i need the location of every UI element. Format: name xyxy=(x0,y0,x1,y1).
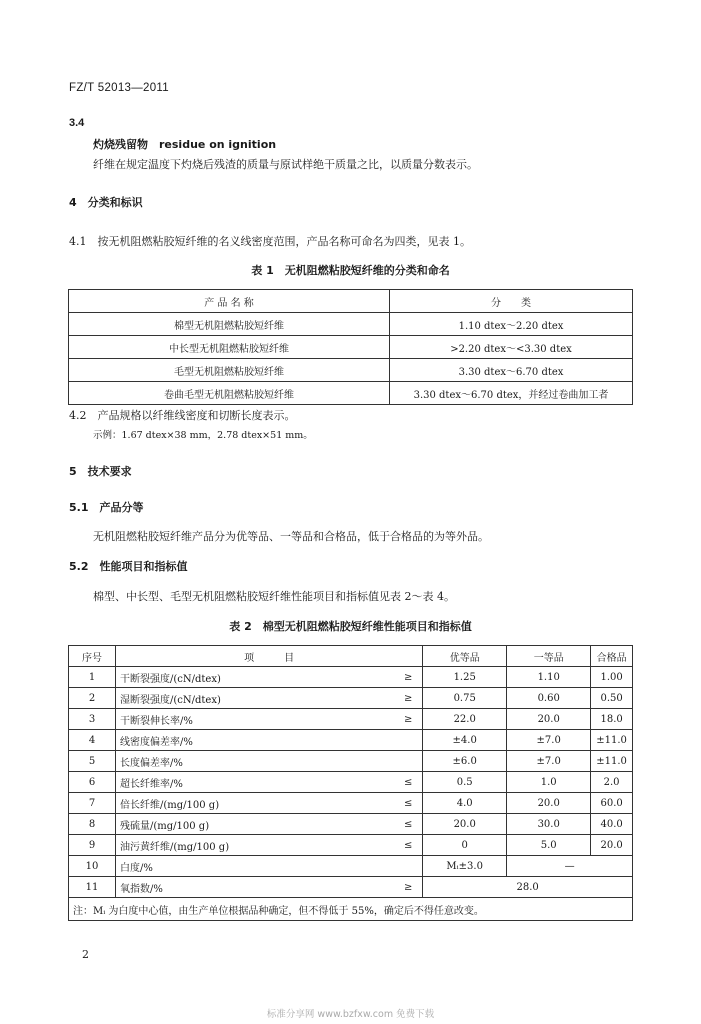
table-2-cell-no: 5 xyxy=(69,751,116,772)
table-2-cell-first: 20.0 xyxy=(507,709,591,730)
table-row xyxy=(69,877,633,898)
table-2-cell-symbol: ≥ xyxy=(394,877,423,898)
table-2-cell-item: 氧指数/% xyxy=(116,877,395,898)
table-2-cell-qualified: 0.50 xyxy=(591,688,633,709)
table-1-cell: 卷曲毛型无机阻燃粘胶短纤维 xyxy=(69,382,390,405)
table-2-cell-qualified: 18.0 xyxy=(591,709,633,730)
table-1-cell: >2.20 dtex～<3.30 dtex xyxy=(390,336,633,359)
table-2-cell-symbol: ≤ xyxy=(394,835,423,856)
table-2-cell-first: 20.0 xyxy=(507,793,591,814)
table-2-cell-premium: ±4.0 xyxy=(423,730,507,751)
table-2-cell-qualified: 1.00 xyxy=(591,667,633,688)
table-1-header-class: 分 类 xyxy=(390,290,633,313)
section-5-title: 5 技术要求 xyxy=(69,465,132,478)
table-1-header-row xyxy=(69,290,633,313)
table-1-cell: 3.30 dtex～6.70 dtex xyxy=(390,359,633,382)
table-2 xyxy=(68,645,633,921)
table-2-cell-symbol: ≥ xyxy=(394,709,423,730)
table-2-cell-first: 0.60 xyxy=(507,688,591,709)
table-2-cell-first: 30.0 xyxy=(507,814,591,835)
table-2-cell-premium: 0 xyxy=(423,835,507,856)
table-2-cell-qualified: 2.0 xyxy=(591,772,633,793)
clause-4-2-text: 4.2 产品规格以纤维线密度和切断长度表示。 xyxy=(69,409,296,422)
page-number: 2 xyxy=(82,948,89,961)
table-row xyxy=(69,667,633,688)
watermark: 标准分享网 www.bzfxw.com 免费下载 xyxy=(266,1009,435,1020)
clause-5-1-title: 5.1 产品分等 xyxy=(69,501,144,514)
table-1-caption: 表 1 无机阻燃粘胶短纤维的分类和命名 xyxy=(251,264,450,277)
table-2-cell-symbol: ≥ xyxy=(394,688,423,709)
table-1-cell: 3.30 dtex～6.70 dtex，并经过卷曲加工者 xyxy=(390,382,633,405)
table-2-cell-qualified: 40.0 xyxy=(591,814,633,835)
table-2-cell-premium: ±6.0 xyxy=(423,751,507,772)
table-row xyxy=(69,688,633,709)
document-header: FZ/T 52013—2011 xyxy=(69,82,169,94)
table-2-cell-premium: 0.5 xyxy=(423,772,507,793)
table-2-cell-no: 8 xyxy=(69,814,116,835)
table-2-cell-premium: 0.75 xyxy=(423,688,507,709)
table-row xyxy=(69,793,633,814)
table-row xyxy=(69,336,633,359)
table-2-cell-first: 1.0 xyxy=(507,772,591,793)
table-1-header-name: 产 品 名 称 xyxy=(69,290,390,313)
table-2-header-qualified: 合格品 xyxy=(591,646,633,667)
table-1 xyxy=(68,289,633,405)
clause-3-4-term: 灼烧残留物 residue on ignition xyxy=(93,138,277,151)
table-2-cell-premium: Mᵢ±3.0 xyxy=(423,856,507,877)
table-2-cell-premium: 1.25 xyxy=(423,667,507,688)
table-2-cell-item: 干断裂伸长率/% xyxy=(116,709,395,730)
table-2-cell-item: 残硫量/(mg/100 g) xyxy=(116,814,395,835)
table-row xyxy=(69,730,633,751)
table-2-note-row xyxy=(69,898,633,921)
table-2-cell-no: 10 xyxy=(69,856,116,877)
table-2-cell-no: 7 xyxy=(69,793,116,814)
table-2-cell-symbol: ≥ xyxy=(394,667,423,688)
table-2-cell-qualified: ±11.0 xyxy=(591,751,633,772)
table-2-cell-premium: 20.0 xyxy=(423,814,507,835)
table-2-cell-first: 5.0 xyxy=(507,835,591,856)
table-2-cell-no: 2 xyxy=(69,688,116,709)
table-2-note: 注：Mᵢ 为白度中心值，由生产单位根据品种确定，但不得低于 55%，确定后不得任意改变。 xyxy=(69,898,633,921)
table-row xyxy=(69,772,633,793)
clause-3-4-definition: 纤维在规定温度下灼烧后残渣的质量与原试样绝干质量之比，以质量分数表示。 xyxy=(93,158,478,171)
table-1-cell: 毛型无机阻燃粘胶短纤维 xyxy=(69,359,390,382)
table-row xyxy=(69,814,633,835)
table-2-cell-item: 超长纤维率/% xyxy=(116,772,395,793)
table-1-cell: 中长型无机阻燃粘胶短纤维 xyxy=(69,336,390,359)
table-2-cell-no: 11 xyxy=(69,877,116,898)
clause-3-4-number: 3.4 xyxy=(69,117,85,129)
table-2-cell-no: 4 xyxy=(69,730,116,751)
table-2-cell-item: 干断裂强度/(cN/dtex) xyxy=(116,667,395,688)
table-2-cell-symbol: ≤ xyxy=(394,772,423,793)
clause-5-2-title: 5.2 性能项目和指标值 xyxy=(69,560,188,573)
table-2-cell-first: ±7.0 xyxy=(507,751,591,772)
table-row xyxy=(69,359,633,382)
table-2-cell-item: 长度偏差率/% xyxy=(116,751,395,772)
table-2-cell-item: 倍长纤维/(mg/100 g) xyxy=(116,793,395,814)
table-1-cell: 1.10 dtex～2.20 dtex xyxy=(390,313,633,336)
table-2-cell-symbol xyxy=(394,730,423,751)
table-2-cell-symbol: ≤ xyxy=(394,793,423,814)
section-4-title: 4 分类和标识 xyxy=(69,196,143,209)
table-2-cell-item: 白度/% xyxy=(116,856,423,877)
table-2-header-no: 序号 xyxy=(69,646,116,667)
table-2-cell-symbol xyxy=(394,751,423,772)
table-2-header-row xyxy=(69,646,633,667)
table-2-cell-qualified: 60.0 xyxy=(591,793,633,814)
table-row xyxy=(69,382,633,405)
table-row xyxy=(69,751,633,772)
table-2-cell-first: ±7.0 xyxy=(507,730,591,751)
clause-4-2-example: 示例：1.67 dtex×38 mm，2.78 dtex×51 mm。 xyxy=(93,430,313,441)
table-2-cell-merged: 28.0 xyxy=(423,877,633,898)
table-2-cell-merged: — xyxy=(507,856,633,877)
table-2-cell-premium: 4.0 xyxy=(423,793,507,814)
table-row xyxy=(69,313,633,336)
table-row xyxy=(69,856,633,877)
table-2-cell-item: 线密度偏差率/% xyxy=(116,730,395,751)
table-row xyxy=(69,709,633,730)
table-2-header-item: 项 目 xyxy=(116,646,423,667)
table-row xyxy=(69,835,633,856)
clause-5-1-text: 无机阻燃粘胶短纤维产品分为优等品、一等品和合格品，低于合格品的为等外品。 xyxy=(93,530,489,543)
table-2-cell-item: 湿断裂强度/(cN/dtex) xyxy=(116,688,395,709)
table-2-caption: 表 2 棉型无机阻燃粘胶短纤维性能项目和指标值 xyxy=(229,620,472,633)
clause-4-1-text: 4.1 按无机阻燃粘胶短纤维的名义线密度范围，产品名称可命名为四类，见表 1。 xyxy=(69,235,471,248)
table-2-cell-no: 3 xyxy=(69,709,116,730)
clause-5-2-text: 棉型、中长型、毛型无机阻燃粘胶短纤维性能项目和指标值见表 2～表 4。 xyxy=(93,590,455,603)
table-1-cell: 棉型无机阻燃粘胶短纤维 xyxy=(69,313,390,336)
table-2-header-first: 一等品 xyxy=(507,646,591,667)
table-2-cell-no: 9 xyxy=(69,835,116,856)
table-2-cell-no: 1 xyxy=(69,667,116,688)
table-2-header-premium: 优等品 xyxy=(423,646,507,667)
table-2-cell-no: 6 xyxy=(69,772,116,793)
table-2-cell-item: 油污黄纤维/(mg/100 g) xyxy=(116,835,395,856)
table-2-cell-qualified: ±11.0 xyxy=(591,730,633,751)
table-2-cell-premium: 22.0 xyxy=(423,709,507,730)
table-2-cell-qualified: 20.0 xyxy=(591,835,633,856)
table-2-cell-symbol: ≤ xyxy=(394,814,423,835)
table-2-cell-first: 1.10 xyxy=(507,667,591,688)
